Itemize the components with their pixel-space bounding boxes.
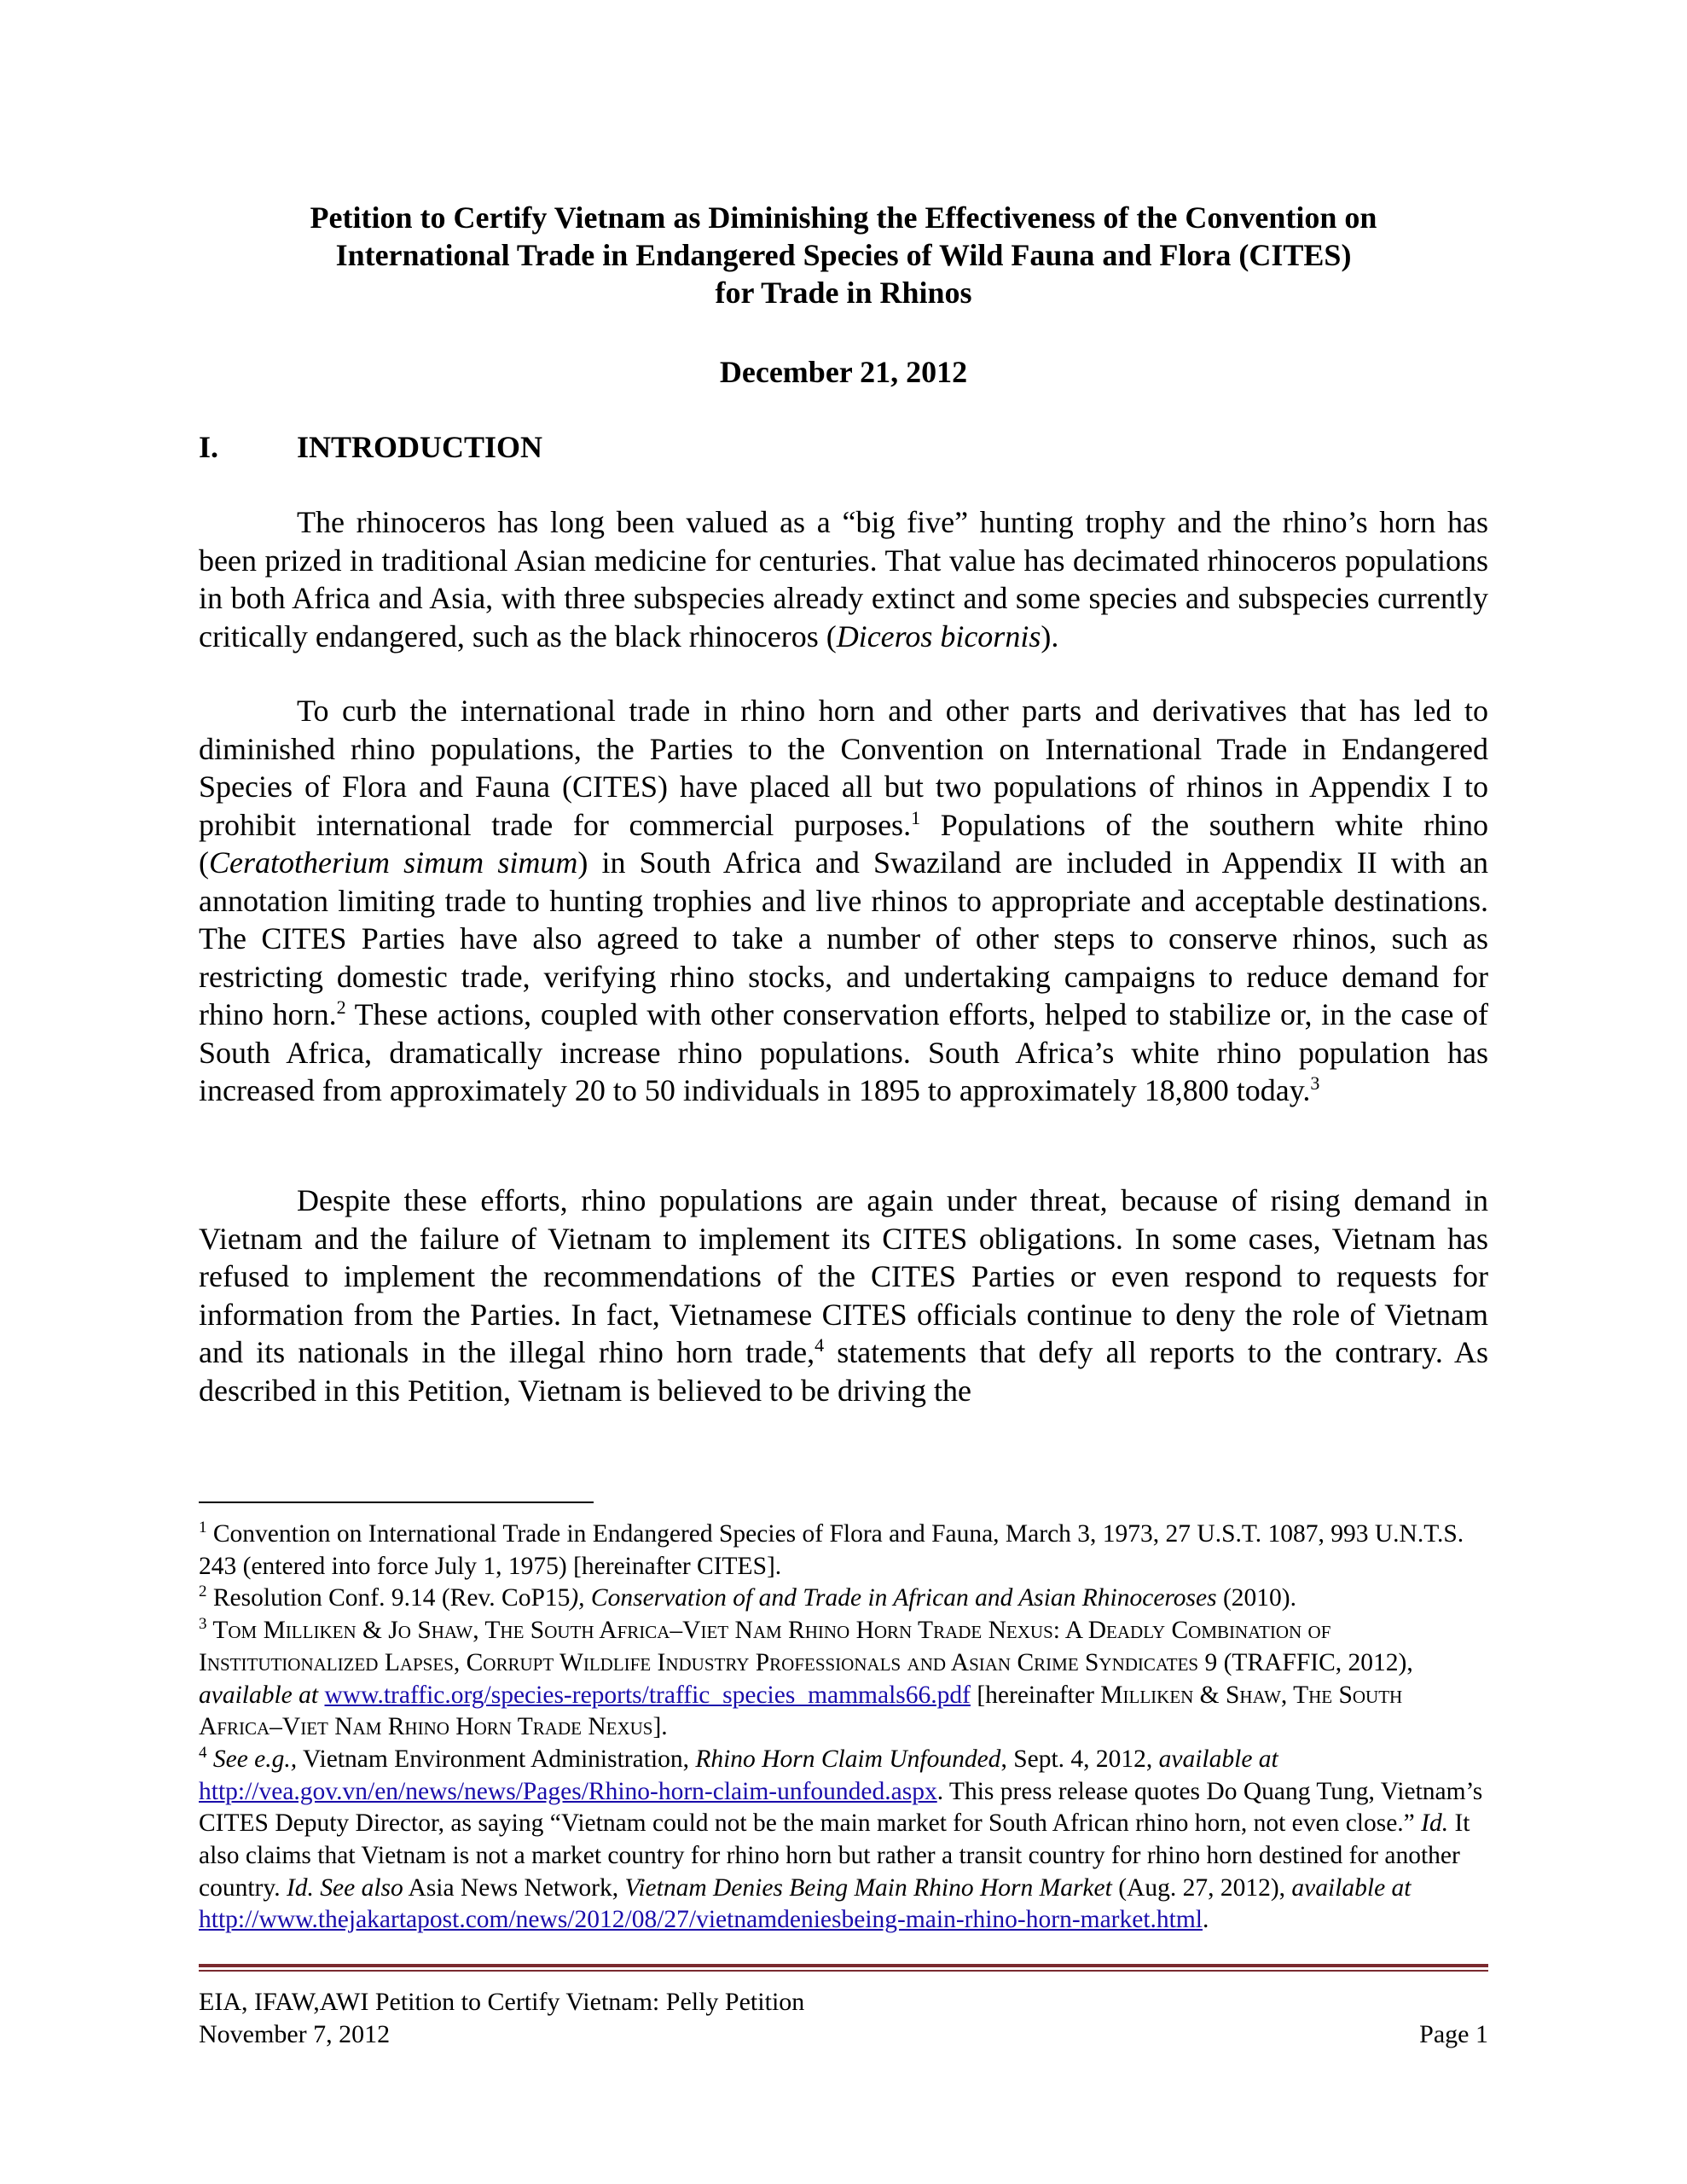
section-heading	[199, 428, 542, 466]
footnote-ref-2[interactable]: 2	[336, 996, 346, 1018]
footnote-4-text-4: It also claims that Vietnam is not a market country for rhino horn but rather a transit country for rhino horn destined for another country.	[199, 1809, 1470, 1902]
page-number: Page 1	[1419, 2020, 1488, 2048]
title-line-3: for Trade in Rhinos	[715, 276, 972, 310]
footnote-3-text-2: [hereinafter	[970, 1681, 1101, 1709]
footnote-4-number: 4	[199, 1744, 207, 1763]
footnote-4-id-1: Id.	[1421, 1809, 1449, 1838]
footnote-4-text-7: .	[1203, 1906, 1209, 1934]
document-title	[171, 199, 1516, 311]
footnote-2-text-2: (2010).	[1216, 1584, 1297, 1612]
footnote-ref-3[interactable]: 3	[1310, 1072, 1320, 1094]
para3-text-1: Despite these efforts, rhino populations are again under threat, because of rising demand in Vietnam and the failure of Vietnam to implement its CITES obligations. In some cases, Vietnam has refused to implement the recommendations of the CITES Parties or even respond to requests for information from the Parties. In fact, Vietnamese CITES officials continue to deny the role of Vietnam and its nationals in the illegal rhino horn trade,	[199, 1183, 1488, 1369]
footnote-3-available-at: available at	[199, 1681, 319, 1709]
paragraph-2	[199, 692, 1488, 1110]
footnote-4-text-5: Asia News Network,	[403, 1873, 625, 1902]
footnote-4-text-1: Vietnam Environment Administration,	[297, 1745, 696, 1773]
paragraph-1	[199, 503, 1488, 655]
footnote-3-text-3: ].	[652, 1713, 668, 1741]
para2-text-4: These actions, coupled with other conservation efforts, helped to stabilize or, in the case of South Africa, dramatically increase rhino populations. South Africa’s white rhino population has increased from approximately 20 to 50 individuals in 1895 to approximately 18,800 today.	[199, 997, 1489, 1107]
footnote-3-link[interactable]: www.traffic.org/species-reports/traffic_species_mammals66.pdf	[324, 1681, 971, 1709]
footnote-1-number: 1	[199, 1519, 207, 1537]
footnote-2-number: 2	[199, 1583, 207, 1601]
footnotes	[199, 1519, 1488, 1937]
section-number: I.	[199, 430, 219, 464]
footnote-2-italic: ), Conservation of and Trade in African and Asian Rhinoceroses	[570, 1584, 1217, 1612]
footer-date: November 7, 2012	[199, 2020, 391, 2048]
footnote-3-citation: Tom Milliken & Jo Shaw, The South Africa–Viet Nam Rhino Horn Trade Nexus: A Deadly Combination of Institutionalized Lapses, Corrupt Wildlife Industry Professionals and Asian Crime Syndicates	[199, 1617, 1331, 1676]
paragraph-3	[199, 1182, 1488, 1409]
footnote-2	[199, 1583, 1488, 1615]
footnote-ref-1[interactable]: 1	[911, 806, 921, 828]
footnote-4-text-6: (Aug. 27, 2012),	[1111, 1873, 1292, 1902]
footnote-1	[199, 1519, 1488, 1583]
para1-text-1: The rhinoceros has long been valued as a “big five” hunting trophy and the rhino’s horn has been prized in traditional Asian medicine for centuries. That value has decimated rhinoceros populations in both Africa and Asia, with three subspecies already extinct and some species and subspecies currently critically endangered, such as the black rhinoceros (	[199, 505, 1488, 653]
footnote-4-text-3: . This press release quotes Do Quang Tung, Vietnam’s CITES Deputy Director, as saying “Vietnam could not be the main market for South African rhino horn, not even close.”	[199, 1777, 1483, 1838]
para2-text-2: Populations of the southern white rhino (	[199, 807, 1489, 880]
footnote-4-see-eg: See e.g.,	[206, 1745, 298, 1773]
footnote-4-available-at-2: available at	[1291, 1873, 1412, 1902]
footnote-4-link-1[interactable]: http://vea.gov.vn/en/news/news/Pages/Rhino-horn-claim-unfounded.aspx	[199, 1777, 937, 1805]
footnote-4-available-at-1: available at	[1158, 1745, 1278, 1773]
footnote-4-text-2: , Sept. 4, 2012,	[1000, 1745, 1159, 1773]
footnote-4-link-2[interactable]: http://www.thejakartapost.com/news/2012/08/27/vietnamdeniesbeing-main-rhino-horn-market.html	[199, 1906, 1203, 1934]
footnote-4-article-2: Vietnam Denies Being Main Rhino Horn Market	[624, 1873, 1112, 1902]
para1-text-2: ).	[1041, 619, 1059, 653]
document-date: December 21, 2012	[719, 355, 968, 389]
footnote-ref-4[interactable]: 4	[815, 1334, 825, 1356]
footnote-3	[199, 1615, 1488, 1744]
footnote-1-text: Convention on International Trade in Endangered Species of Flora and Fauna, March 3, 1973, 27 U.S.T. 1087, 993 U.N.T.S. 243 (entered into force July 1, 1975) [hereinafter CITES].	[199, 1520, 1464, 1580]
section-title: INTRODUCTION	[297, 430, 543, 464]
para2-text-3: ) in South Africa and Swaziland are included in Appendix II with an annotation limiting trade to hunting trophies and live rhinos to appropriate and acceptable destinations. The CITES Parties have also agreed to take a number of other steps to conserve rhinos, such as restricting domestic trade, verifying rhino stocks, and undertaking campaigns to reduce demand for rhino horn.	[199, 845, 1488, 1031]
footnote-3-number: 3	[199, 1615, 207, 1634]
title-line-1: Petition to Certify Vietnam as Diminishing the Effectiveness of the Convention on	[310, 200, 1377, 235]
footnote-4-article-1: Rhino Horn Claim Unfounded	[695, 1745, 1001, 1773]
para2-species: Ceratotherium simum simum	[209, 845, 578, 880]
page-footer	[199, 1986, 1488, 2051]
footnote-3-text-1: 9 (TRAFFIC, 2012),	[1198, 1648, 1413, 1676]
footer-line-1: EIA, IFAW,AWI Petition to Certify Vietnam: Pelly Petition	[199, 1988, 805, 2016]
footnote-2-text-1: Resolution Conf. 9.14 (Rev. CoP15	[206, 1584, 571, 1612]
title-line-2: International Trade in Endangered Species of Wild Fauna and Flora (CITES)	[335, 238, 1352, 272]
footnote-3-short-citation: Milliken & Shaw, The South Africa–Viet Nam Rhino Horn Trade Nexus	[199, 1681, 1403, 1741]
footer-rule	[199, 1964, 1488, 1972]
footnote-separator	[199, 1502, 594, 1503]
para3-text-2: statements that defy all reports to the contrary. As described in this Petition, Vietnam is believed to be driving the	[199, 1335, 1488, 1408]
footnote-4-id-see-also: Id. See also	[286, 1873, 403, 1902]
para2-text-1: To curb the international trade in rhino horn and other parts and derivatives that has led to diminished rhino populations, the Parties to the Convention on International Trade in Endangered Species of Flora and Fauna (CITES) have placed all but two populations of rhinos in Appendix I to prohibit international trade for commercial purposes.	[199, 694, 1488, 842]
footnote-4	[199, 1744, 1488, 1937]
para1-species: Diceros bicornis	[836, 619, 1041, 653]
